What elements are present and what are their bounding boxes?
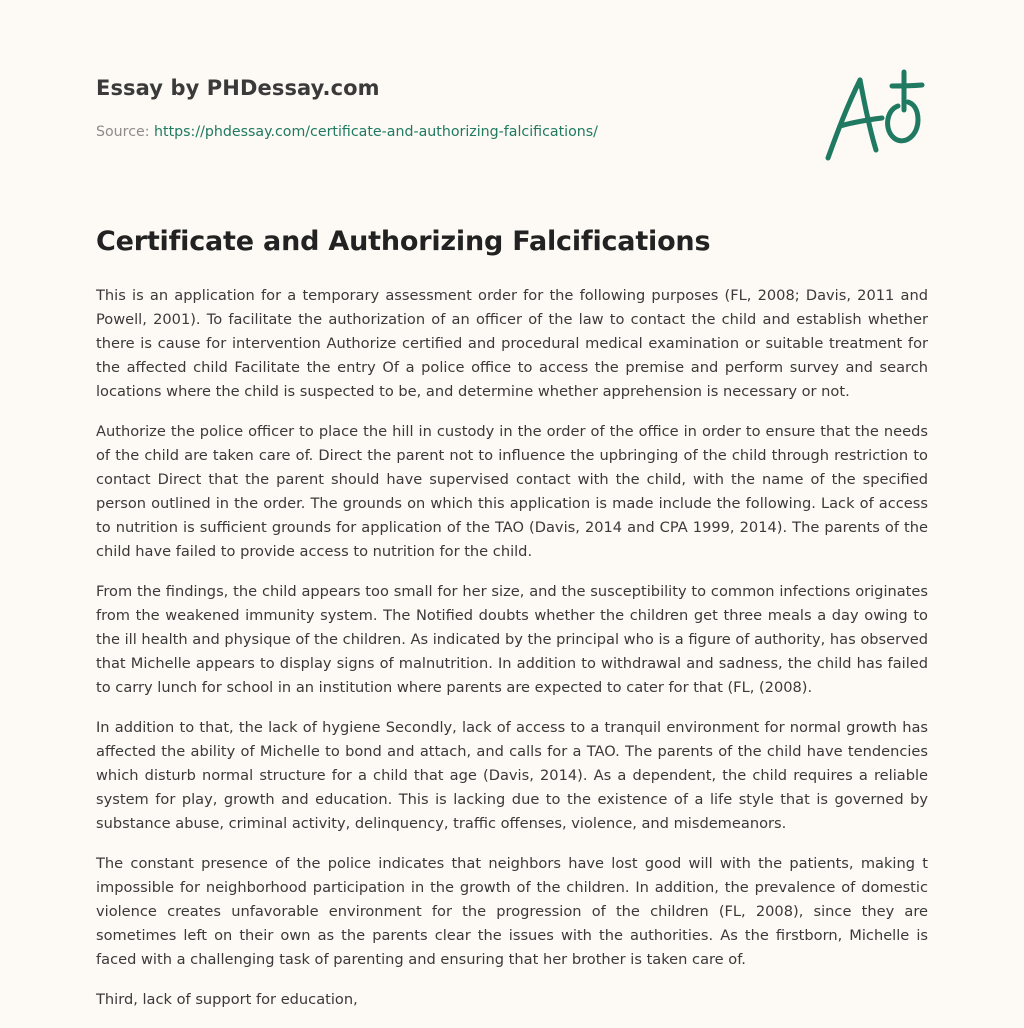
essay-body (96, 284, 928, 1028)
paragraph: This is an application for a temporary assessment order for the following purposes (FL, 2008; Davis, 2011 and Powell, 2001). To facilitate the authorization of an officer of the law to contact the child and establish whether there is cause for intervention Authorize certified and procedural medical examination or suitable treatment for the affected child Facilitate the entry Of a police office to access the premise and perform survey and search locations where the child is suspected to be, and determine whether apprehension is necessary or not. (96, 287, 928, 400)
paragraph: Authorize the police officer to place the hill in custody in the order of the office in order to ensure that the needs of the child are taken care of. Direct the parent not to influence the upbringing of the child through restriction to contact Direct that the parent should have supervised contact with the child, with the name of the specified person outlined in the order. The grounds on which this application is made include the following. Lack of access to nutrition is sufficient grounds for application of the TAO (Davis, 2014 and CPA 1999, 2014). The parents of the child have failed to provide access to nutrition for the child. (96, 423, 928, 560)
source-line (96, 124, 598, 140)
essay-title: Certificate and Authorizing Falcifications (96, 226, 711, 257)
a-plus-logo-icon (824, 66, 928, 166)
page-header (96, 0, 928, 200)
source-link[interactable]: https://phdessay.com/certificate-and-authorizing-falcifications/ (154, 124, 598, 140)
paragraph: From the findings, the child appears too small for her size, and the susceptibility to common infections originates from the weakened immunity system. The Notified doubts whether the children get three meals a day owing to the ill health and physique of the children. As indicated by the principal who is a figure of authority, has observed that Michelle appears to display signs of malnutrition. In addition to withdrawal and sadness, the child has failed to carry lunch for school in an institution where parents are expected to cater for that (FL, (2008). (96, 583, 928, 696)
paragraph: In addition to that, the lack of hygiene Secondly, lack of access to a tranquil environment for normal growth has affected the ability of Michelle to bond and attach, and calls for a TAO. The parents of the child have tendencies which disturb normal structure for a child that age (Davis, 2014). As a dependent, the child requires a reliable system for play, growth and education. This is lacking due to the existence of a life style that is governed by substance abuse, criminal activity, delinquency, traffic offenses, violence, and misdemeanors. (96, 719, 928, 832)
brand-name: Essay by PHDessay.com (96, 76, 380, 100)
source-label: Source: (96, 124, 155, 140)
paragraph: The constant presence of the police indicates that neighbors have lost good will with the patients, making t impossible for neighborhood participation in the growth of the children. In addition, the prevalence of domestic violence creates unfavorable environment for the progression of the children (FL, 2008), since they are sometimes left on their own as the parents clear the issues with the authorities. As the firstborn, Michelle is faced with a challenging task of parenting and ensuring that her brother is taken care of. (96, 855, 928, 968)
paragraph: Third, lack of support for education, (96, 991, 358, 1008)
